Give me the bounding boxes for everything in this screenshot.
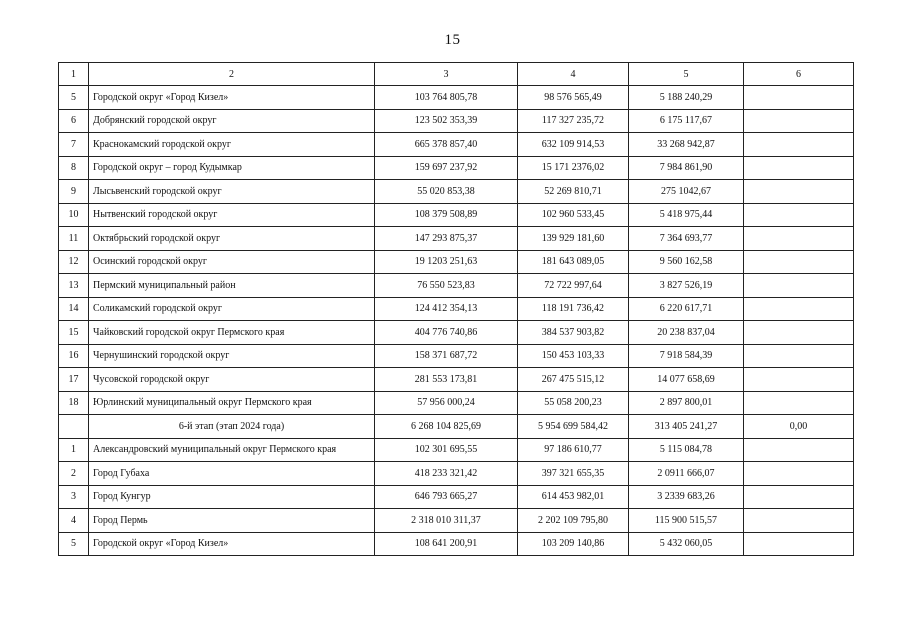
municipality-name-cell: Октябрьский городской округ	[89, 227, 375, 251]
regional-amount-cell: 118 191 736,42	[518, 297, 629, 321]
row-number-cell: 11	[59, 227, 89, 251]
row-number-cell: 3	[59, 485, 89, 509]
row-number-cell: 9	[59, 180, 89, 204]
extra-amount-cell	[744, 391, 854, 415]
page-number: 15	[444, 32, 461, 48]
municipality-name-cell: Юрлинский муниципальный округ Пермского края	[89, 391, 375, 415]
total-amount-cell: 665 378 857,40	[375, 133, 518, 157]
table-row	[59, 203, 854, 227]
table-row	[59, 86, 854, 110]
total-amount-cell: 108 641 200,91	[375, 532, 518, 556]
municipality-name-cell: 6-й этап (этап 2024 года)	[89, 415, 375, 439]
municipality-name-cell: Осинский городской округ	[89, 250, 375, 274]
municipality-name-cell: Лысьвенский городской округ	[89, 180, 375, 204]
extra-amount-cell	[744, 509, 854, 533]
total-amount-cell: 124 412 354,13	[375, 297, 518, 321]
local-amount-cell: 313 405 241,27	[629, 415, 744, 439]
regional-amount-cell: 384 537 903,82	[518, 321, 629, 345]
regional-amount-cell: 55 058 200,23	[518, 391, 629, 415]
budget-table	[58, 62, 854, 556]
total-amount-cell: 123 502 353,39	[375, 109, 518, 133]
table-row	[59, 438, 854, 462]
row-number-cell	[59, 415, 89, 439]
local-amount-cell: 14 077 658,69	[629, 368, 744, 392]
extra-amount-cell	[744, 532, 854, 556]
regional-amount-cell: 98 576 565,49	[518, 86, 629, 110]
regional-amount-cell: 15 171 2376,02	[518, 156, 629, 180]
total-amount-cell: 102 301 695,55	[375, 438, 518, 462]
row-number-cell: 17	[59, 368, 89, 392]
row-number-cell: 16	[59, 344, 89, 368]
regional-amount-cell: 5 954 699 584,42	[518, 415, 629, 439]
table-row	[59, 274, 854, 298]
row-number-cell: 4	[59, 509, 89, 533]
local-amount-cell: 6 220 617,71	[629, 297, 744, 321]
municipality-name-cell: Город Кунгур	[89, 485, 375, 509]
table-row	[59, 133, 854, 157]
municipality-name-cell: Чайковский городской округ Пермского края	[89, 321, 375, 345]
local-amount-cell: 5 115 084,78	[629, 438, 744, 462]
municipality-name-cell: Добрянский городской округ	[89, 109, 375, 133]
local-amount-cell: 2 897 800,01	[629, 391, 744, 415]
municipality-name-cell: Чернушинский городской округ	[89, 344, 375, 368]
row-number-cell: 6	[59, 109, 89, 133]
regional-amount-cell: 2 202 109 795,80	[518, 509, 629, 533]
header-col-6: 6	[744, 63, 854, 86]
municipality-name-cell: Чусовской городской округ	[89, 368, 375, 392]
local-amount-cell: 275 1042,67	[629, 180, 744, 204]
regional-amount-cell: 52 269 810,71	[518, 180, 629, 204]
extra-amount-cell	[744, 109, 854, 133]
local-amount-cell: 5 432 060,05	[629, 532, 744, 556]
local-amount-cell: 3 2339 683,26	[629, 485, 744, 509]
row-number-cell: 12	[59, 250, 89, 274]
extra-amount-cell	[744, 485, 854, 509]
regional-amount-cell: 117 327 235,72	[518, 109, 629, 133]
table-row	[59, 250, 854, 274]
header-col-1: 1	[59, 63, 89, 86]
total-amount-cell: 646 793 665,27	[375, 485, 518, 509]
municipality-name-cell: Пермский муниципальный район	[89, 274, 375, 298]
total-amount-cell: 2 318 010 311,37	[375, 509, 518, 533]
extra-amount-cell	[744, 274, 854, 298]
regional-amount-cell: 397 321 655,35	[518, 462, 629, 486]
total-amount-cell: 418 233 321,42	[375, 462, 518, 486]
local-amount-cell: 5 418 975,44	[629, 203, 744, 227]
municipality-name-cell: Краснокамский городской округ	[89, 133, 375, 157]
extra-amount-cell	[744, 462, 854, 486]
municipality-name-cell: Нытвенский городской округ	[89, 203, 375, 227]
table-row	[59, 156, 854, 180]
table-row	[59, 321, 854, 345]
municipality-name-cell: Город Пермь	[89, 509, 375, 533]
total-amount-cell: 55 020 853,38	[375, 180, 518, 204]
local-amount-cell: 9 560 162,58	[629, 250, 744, 274]
local-amount-cell: 7 918 584,39	[629, 344, 744, 368]
table-header-row	[59, 63, 854, 86]
table-row	[59, 391, 854, 415]
extra-amount-cell	[744, 227, 854, 251]
header-col-2: 2	[89, 63, 375, 86]
table-row	[59, 109, 854, 133]
header-col-3: 3	[375, 63, 518, 86]
regional-amount-cell: 97 186 610,77	[518, 438, 629, 462]
regional-amount-cell: 139 929 181,60	[518, 227, 629, 251]
row-number-cell: 10	[59, 203, 89, 227]
extra-amount-cell: 0,00	[744, 415, 854, 439]
regional-amount-cell: 181 643 089,05	[518, 250, 629, 274]
table-row	[59, 297, 854, 321]
regional-amount-cell: 614 453 982,01	[518, 485, 629, 509]
table-row	[59, 509, 854, 533]
table-row	[59, 227, 854, 251]
table-row	[59, 532, 854, 556]
regional-amount-cell: 267 475 515,12	[518, 368, 629, 392]
total-amount-cell: 281 553 173,81	[375, 368, 518, 392]
local-amount-cell: 33 268 942,87	[629, 133, 744, 157]
regional-amount-cell: 72 722 997,64	[518, 274, 629, 298]
regional-amount-cell: 632 109 914,53	[518, 133, 629, 157]
municipality-name-cell: Соликамский городской округ	[89, 297, 375, 321]
regional-amount-cell: 102 960 533,45	[518, 203, 629, 227]
local-amount-cell: 6 175 117,67	[629, 109, 744, 133]
regional-amount-cell: 150 453 103,33	[518, 344, 629, 368]
total-amount-cell: 6 268 104 825,69	[375, 415, 518, 439]
table-row	[59, 368, 854, 392]
local-amount-cell: 5 188 240,29	[629, 86, 744, 110]
extra-amount-cell	[744, 438, 854, 462]
row-number-cell: 14	[59, 297, 89, 321]
total-amount-cell: 103 764 805,78	[375, 86, 518, 110]
row-number-cell: 1	[59, 438, 89, 462]
total-amount-cell: 76 550 523,83	[375, 274, 518, 298]
table-row	[59, 462, 854, 486]
total-amount-cell: 57 956 000,24	[375, 391, 518, 415]
table-body	[59, 86, 854, 556]
total-amount-cell: 404 776 740,86	[375, 321, 518, 345]
row-number-cell: 18	[59, 391, 89, 415]
extra-amount-cell	[744, 203, 854, 227]
table-row	[59, 344, 854, 368]
municipality-name-cell: Город Губаха	[89, 462, 375, 486]
municipality-name-cell: Александровский муниципальный округ Пермского края	[89, 438, 375, 462]
stage-summary-row	[59, 415, 854, 439]
local-amount-cell: 20 238 837,04	[629, 321, 744, 345]
extra-amount-cell	[744, 86, 854, 110]
total-amount-cell: 108 379 508,89	[375, 203, 518, 227]
local-amount-cell: 115 900 515,57	[629, 509, 744, 533]
row-number-cell: 2	[59, 462, 89, 486]
extra-amount-cell	[744, 321, 854, 345]
extra-amount-cell	[744, 344, 854, 368]
local-amount-cell: 7 984 861,90	[629, 156, 744, 180]
municipality-name-cell: Городской округ «Город Кизел»	[89, 532, 375, 556]
header-col-5: 5	[629, 63, 744, 86]
extra-amount-cell	[744, 250, 854, 274]
row-number-cell: 15	[59, 321, 89, 345]
local-amount-cell: 3 827 526,19	[629, 274, 744, 298]
row-number-cell: 5	[59, 86, 89, 110]
municipality-name-cell: Городской округ «Город Кизел»	[89, 86, 375, 110]
extra-amount-cell	[744, 180, 854, 204]
extra-amount-cell	[744, 297, 854, 321]
row-number-cell: 7	[59, 133, 89, 157]
table-row	[59, 485, 854, 509]
extra-amount-cell	[744, 156, 854, 180]
row-number-cell: 8	[59, 156, 89, 180]
extra-amount-cell	[744, 368, 854, 392]
municipality-name-cell: Городской округ – город Кудымкар	[89, 156, 375, 180]
total-amount-cell: 19 1203 251,63	[375, 250, 518, 274]
header-col-4: 4	[518, 63, 629, 86]
local-amount-cell: 7 364 693,77	[629, 227, 744, 251]
total-amount-cell: 158 371 687,72	[375, 344, 518, 368]
row-number-cell: 13	[59, 274, 89, 298]
table-row	[59, 180, 854, 204]
total-amount-cell: 147 293 875,37	[375, 227, 518, 251]
row-number-cell: 5	[59, 532, 89, 556]
total-amount-cell: 159 697 237,92	[375, 156, 518, 180]
regional-amount-cell: 103 209 140,86	[518, 532, 629, 556]
local-amount-cell: 2 0911 666,07	[629, 462, 744, 486]
extra-amount-cell	[744, 133, 854, 157]
